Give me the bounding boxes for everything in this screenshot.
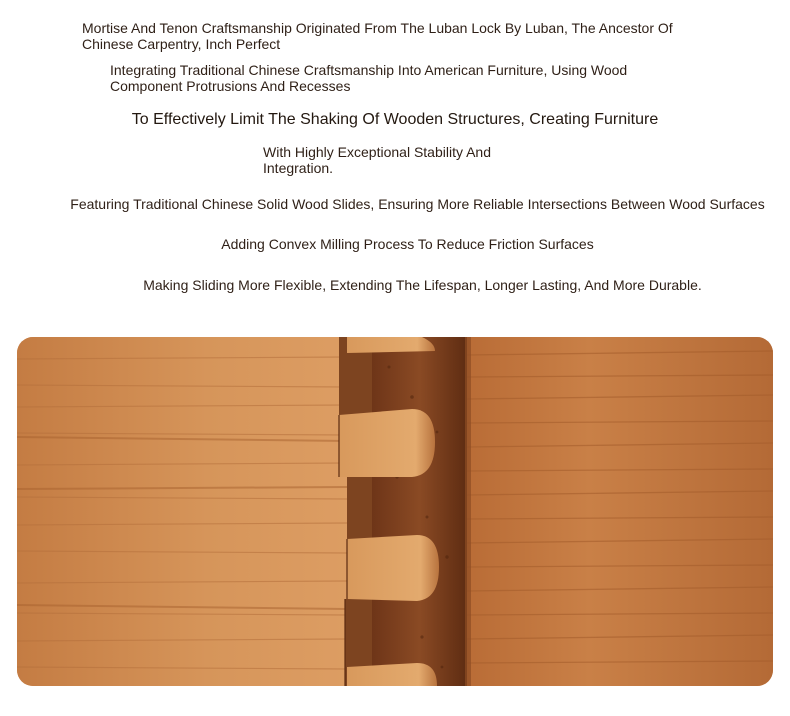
dovetail-joint-photo [17, 337, 773, 686]
feature-text-durability: Making Sliding More Flexible, Extending The Lifespan, Longer Lasting, And More Durable. [143, 277, 702, 293]
feature-text-convex-milling: Adding Convex Milling Process To Reduce Friction Surfaces [221, 236, 594, 252]
feature-text-integration: Integrating Traditional Chinese Craftsmanship Into American Furniture, Using Wood Component Protrusions And Recesses [110, 62, 628, 94]
right-board [467, 337, 773, 686]
feature-text-solid-wood-slides: Featuring Traditional Chinese Solid Wood Slides, Ensuring More Reliable Intersections Between Wood Surfaces [70, 196, 765, 212]
dovetail-joint-illustration [17, 337, 773, 686]
feature-text-luban-origin: Mortise And Tenon Craftsmanship Originated From The Luban Lock By Luban, The Ancestor Of Chinese Carpentry, Inch Perfect [82, 20, 673, 52]
feature-text-stability: With Highly Exceptional Stability And Integration. [263, 144, 491, 176]
feature-text-limit-shaking: To Effectively Limit The Shaking Of Wooden Structures, Creating Furniture [131, 111, 659, 128]
end-grain-strip [372, 337, 467, 686]
pin-middle [347, 535, 439, 601]
pin-bottom [347, 663, 437, 686]
pin-top [339, 409, 435, 477]
pin-edge [347, 337, 435, 353]
